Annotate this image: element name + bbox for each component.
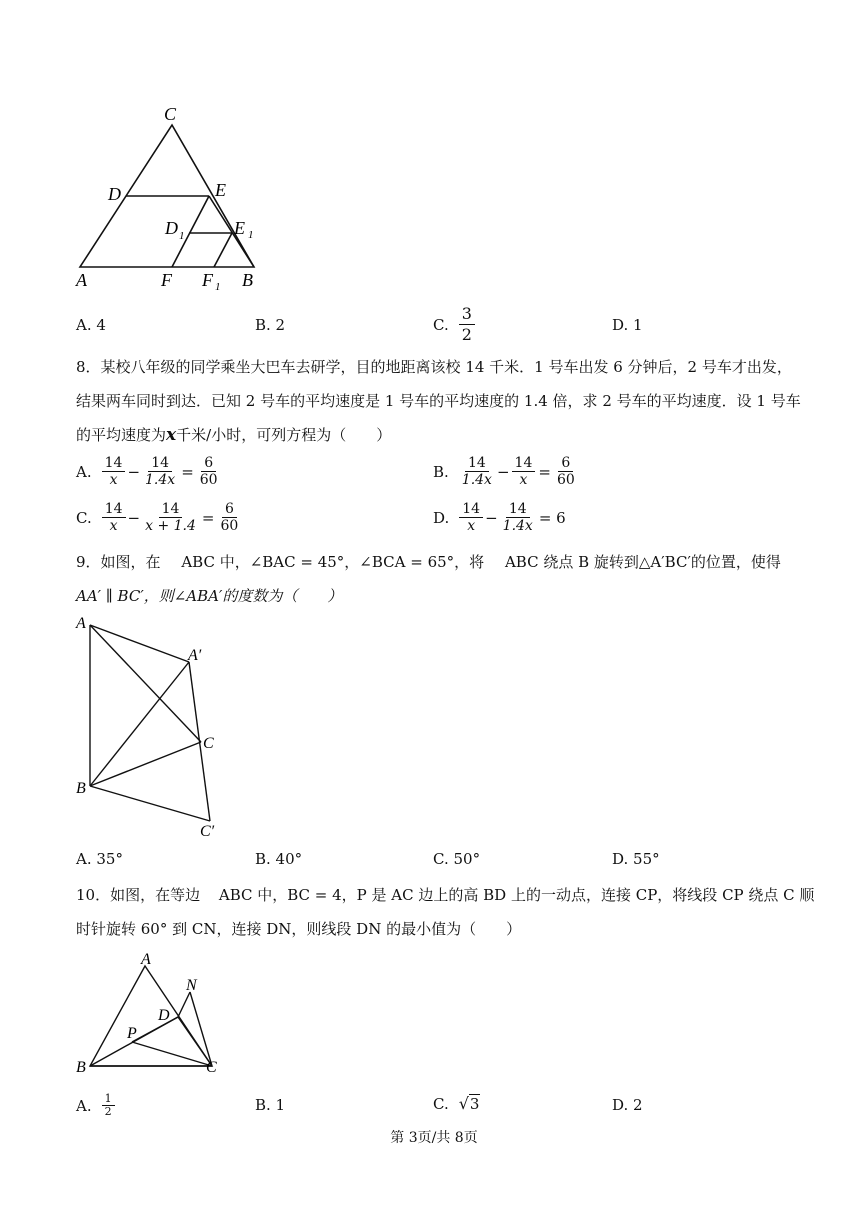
q10-option-b: B. 1 [255,1096,286,1114]
q10-option-a-prefix: A. [76,1096,92,1115]
q8-a-den2: 1.4x [145,472,176,488]
q7-option-b: B. 2 [255,316,286,334]
q10-option-a [76,1093,115,1118]
q7-label-C: C [164,104,177,124]
q8-b-num1: 14 [465,455,489,472]
q9-figure [72,612,232,844]
q8-d-den1: x [467,518,476,534]
q9-stem-line2: AA′ ∥ BC′，则∠ABA′的度数为（ ） [76,587,343,605]
q8-b-num2: 14 [512,455,536,472]
page-footer: 第 3页/共 8页 [390,1130,478,1146]
q7-label-E1-sub: 1 [248,229,254,241]
q8-b-den3: 60 [556,472,575,488]
q10-label-C: C [206,1059,217,1076]
q8-stem-line3 [76,425,391,445]
q8-d-num2: 14 [506,501,530,518]
q7-label-A: A [76,270,87,290]
q9-stem-line1-a: 9．如图，在 [76,553,161,571]
q10-option-c-radicand: 3 [469,1095,480,1113]
q7-option-d: D. 1 [612,316,643,334]
q8-stem-line1: 8．某校八年级的同学乘坐大巴车去研学，目的地距离该校 14 千米．1 号车出发 6 分钟后，2 号车才出发， [76,358,792,376]
q7-label-F: F [161,270,172,290]
q7-label-B: B [242,270,253,290]
q8-variable-x: x [166,425,177,445]
q8-option-d-prefix: D. [433,508,450,527]
q9-label-A-prime: A′ [188,647,202,664]
q8-a-den1: x [109,472,118,488]
q10-option-d: D. 2 [612,1096,643,1114]
q10-label-N: N [186,977,197,994]
q8-option-b-prefix: B. [433,462,449,481]
q10-figure [72,950,232,1080]
q8-c-den2: x + 1.4 [145,518,196,534]
q7-option-c-fraction [459,304,475,345]
q8-option-a: A. $\frac{14}{x}$ − $\frac{14}{1.4x}$ = $\frac{6}{60}$ [76,455,221,488]
q8-c-den1: x [109,518,118,534]
q9-label-B: B [76,780,86,797]
q8-a-num3: 6 [201,455,216,472]
q10-option-c-prefix: C. [433,1094,449,1113]
q8-option-b: B. $\frac{14}{1.4x}$ − $\frac{14}{x}$ = $\frac{6}{60}$ [433,455,578,488]
q9-stem-line1-c: ABC 绕点 B 旋转到△A′BC′的位置，使得 [504,553,781,571]
q8-a-den3: 60 [199,472,218,488]
q10-stem-line2: 时针旋转 60° 到 CN，连接 DN，则线段 DN 的最小值为（ ） [76,920,522,938]
q7-option-c-num: 3 [459,304,475,325]
q8-stem-line3-a: 的平均速度为 [76,426,167,444]
q7-label-F1-sub: 1 [215,281,221,293]
q9-label-A: A [76,615,86,632]
q7-label-D1-sub: 1 [179,230,185,242]
q8-option-c-prefix: C. [76,508,92,527]
q8-d-rhs: = 6 [538,508,566,527]
q10-stem-line1-a: 10．如图，在等边 [76,886,201,904]
q7-label-E: E [215,180,226,200]
q8-option-d: D. $\frac{14}{x}$ − $\frac{14}{1.4x}$ = 6 [433,501,566,534]
q9-option-b: B. 40° [255,850,303,868]
q7-option-c-prefix: C. [433,315,449,334]
q9-stem-line1-b: ABC 中，∠BAC = 45°，∠BCA = 65°，将 [181,553,485,571]
q8-stem-line2: 结果两车同时到达．已知 2 号车的平均速度是 1 号车的平均速度的 1.4 倍，求 2 号车的平均速度．设 1 号车 [76,392,801,410]
q8-c-den3: 60 [220,518,239,534]
q8-option-c: C. $\frac{14}{x}$ − $\frac{14}{x + 1.4}$ = $\frac{6}{60}$ [76,501,241,534]
q10-label-D: D [158,1007,170,1024]
q7-option-c [433,304,475,345]
q10-option-a-den: 2 [104,1105,112,1118]
q10-option-c [433,1094,480,1113]
q7-option-c-den: 2 [461,325,472,344]
q10-stem-line1 [76,885,814,905]
q9-stem-line1 [76,552,781,572]
q8-d-den2: 1.4x [502,518,533,534]
q8-b-den1: 1.4x [461,472,492,488]
q8-d-num1: 14 [459,501,483,518]
q8-c-num2: 14 [159,501,183,518]
q10-option-a-num: 1 [102,1093,115,1106]
q10-label-B: B [76,1059,86,1076]
q9-label-C-prime: C′ [200,823,215,840]
q9-label-C: C [203,735,214,752]
q9-option-c: C. 50° [433,850,481,868]
q8-a-num1: 14 [102,455,126,472]
q7-label-D1: D [165,218,178,238]
q7-label-F1: F [202,270,213,290]
q7-label-E1: E [234,218,245,238]
q10-option-a-fraction [102,1093,115,1118]
q8-b-den2: x [519,472,528,488]
q10-label-P: P [127,1025,137,1042]
q10-stem-line1-b: ABC 中，BC = 4，P 是 AC 边上的高 BD 上的一动点，连接 CP，将线段 CP 绕点 C 顺 [218,886,815,904]
sqrt-icon: √ [458,1094,469,1113]
q7-label-D: D [108,184,121,204]
q8-c-num1: 14 [102,501,126,518]
q9-option-d: D. 55° [612,850,660,868]
q9-option-a: A. 35° [76,850,123,868]
q8-stem-line3-b: 千米/小时，可列方程为（ ） [176,426,392,444]
q7-option-a: A. 4 [76,316,106,334]
q8-b-num3: 6 [558,455,573,472]
q8-option-a-prefix: A. [76,462,92,481]
q10-label-A: A [141,951,151,968]
q8-a-num2: 14 [148,455,172,472]
q8-c-num3: 6 [222,501,237,518]
q7-figure [72,100,272,295]
